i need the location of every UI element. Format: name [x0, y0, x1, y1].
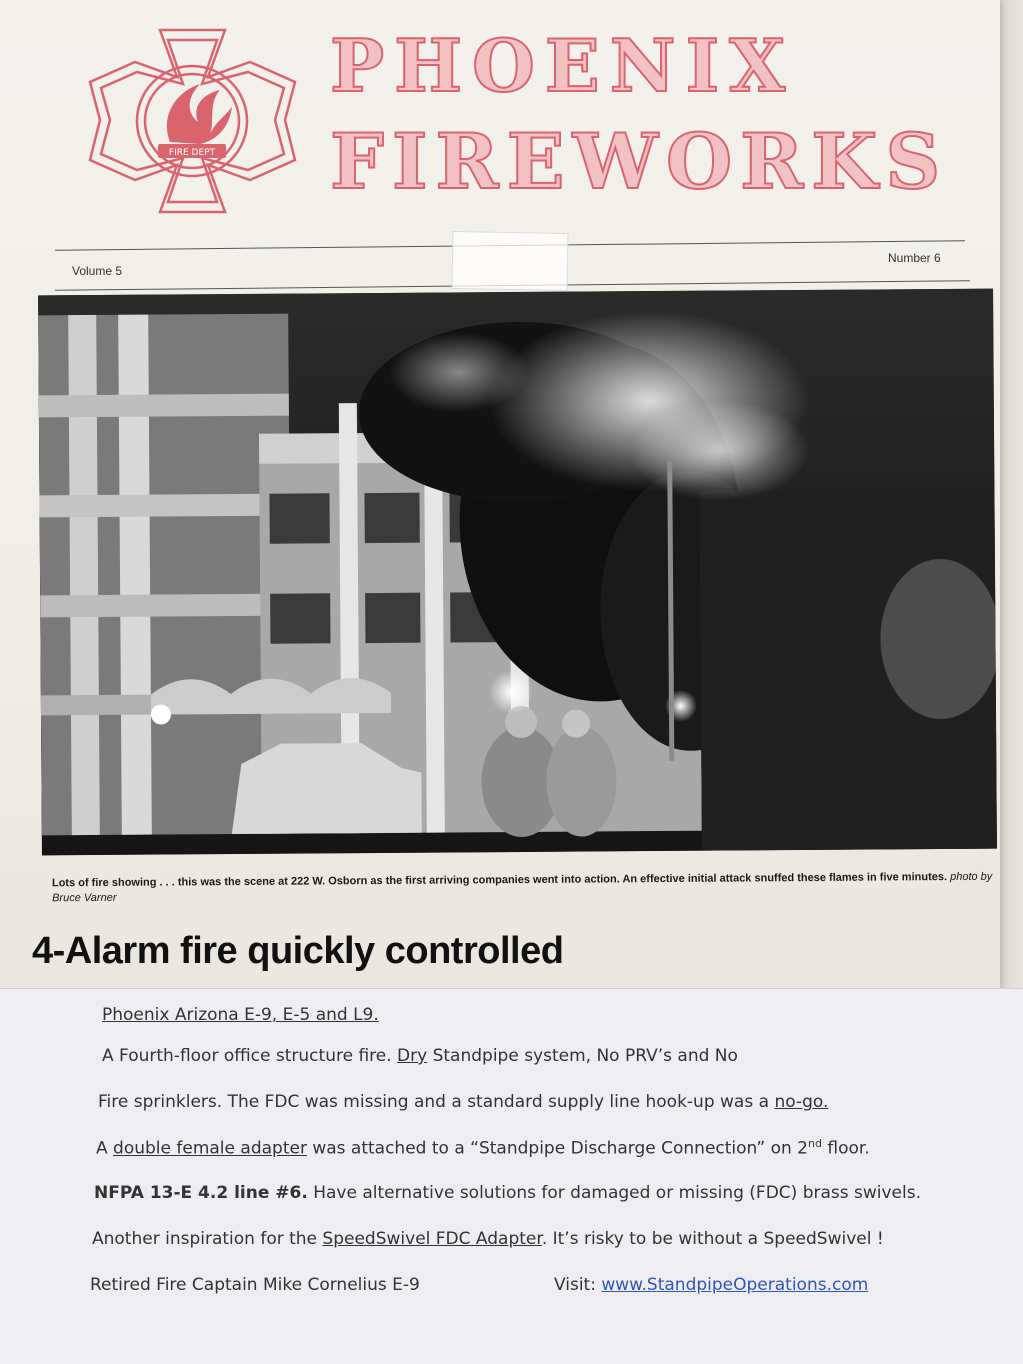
issue-number-label: Number 6	[888, 251, 941, 265]
note-unit-list: Phoenix Arizona E-9, E-5 and L9.	[102, 1005, 379, 1025]
visit-line: Visit: www.StandpipeOperations.com	[554, 1275, 869, 1295]
tape-piece	[452, 231, 569, 291]
printed-note	[0, 988, 1023, 1364]
article-headline: 4-Alarm fire quickly controlled	[32, 930, 564, 972]
photo-credit: photo by Bruce Varner	[52, 870, 993, 905]
note-line-4: A double female adapter was attached to a “Standpipe Discharge Connection” on 2nd floor.	[96, 1137, 870, 1159]
note-line-6: Another inspiration for the SpeedSwivel FDC Adapter. It’s risky to be without a SpeedSwivel !	[92, 1229, 884, 1249]
website-link[interactable]: www.StandpipeOperations.com	[601, 1275, 869, 1295]
note-line-3: Fire sprinklers. The FDC was missing and a standard supply line hook-up was a no-go.	[98, 1092, 829, 1112]
note-line-5: NFPA 13-E 4.2 line #6. Have alternative solutions for damaged or missing (FDC) brass swivels.	[94, 1183, 921, 1203]
caption-text: Lots of fire showing . . . this was the scene at 222 W. Osborn as the first arriving companies went into action. An effective initial attack snuffed these flames in five minutes.	[51, 871, 948, 890]
product-name: SpeedSwivel FDC Adapter	[322, 1229, 542, 1249]
signature: Retired Fire Captain Mike Cornelius E-9	[90, 1275, 420, 1295]
volume-label: Volume 5	[72, 264, 123, 278]
photo-caption	[52, 870, 997, 907]
emblem-text: FIRE DEPT	[168, 148, 216, 158]
title-line-2: FIREWORKS	[330, 117, 949, 206]
masthead-title	[330, 23, 970, 206]
fire-scene-photo	[38, 289, 997, 856]
note-line-2: A Fourth-floor office structure fire. Dry Standpipe system, No PRV’s and No	[102, 1046, 738, 1066]
note-line-1	[102, 1005, 379, 1025]
fire-dept-emblem-icon	[80, 22, 305, 220]
nfpa-reference: NFPA 13-E 4.2 line #6.	[94, 1183, 308, 1203]
title-line-1: PHOENIX	[330, 23, 796, 108]
